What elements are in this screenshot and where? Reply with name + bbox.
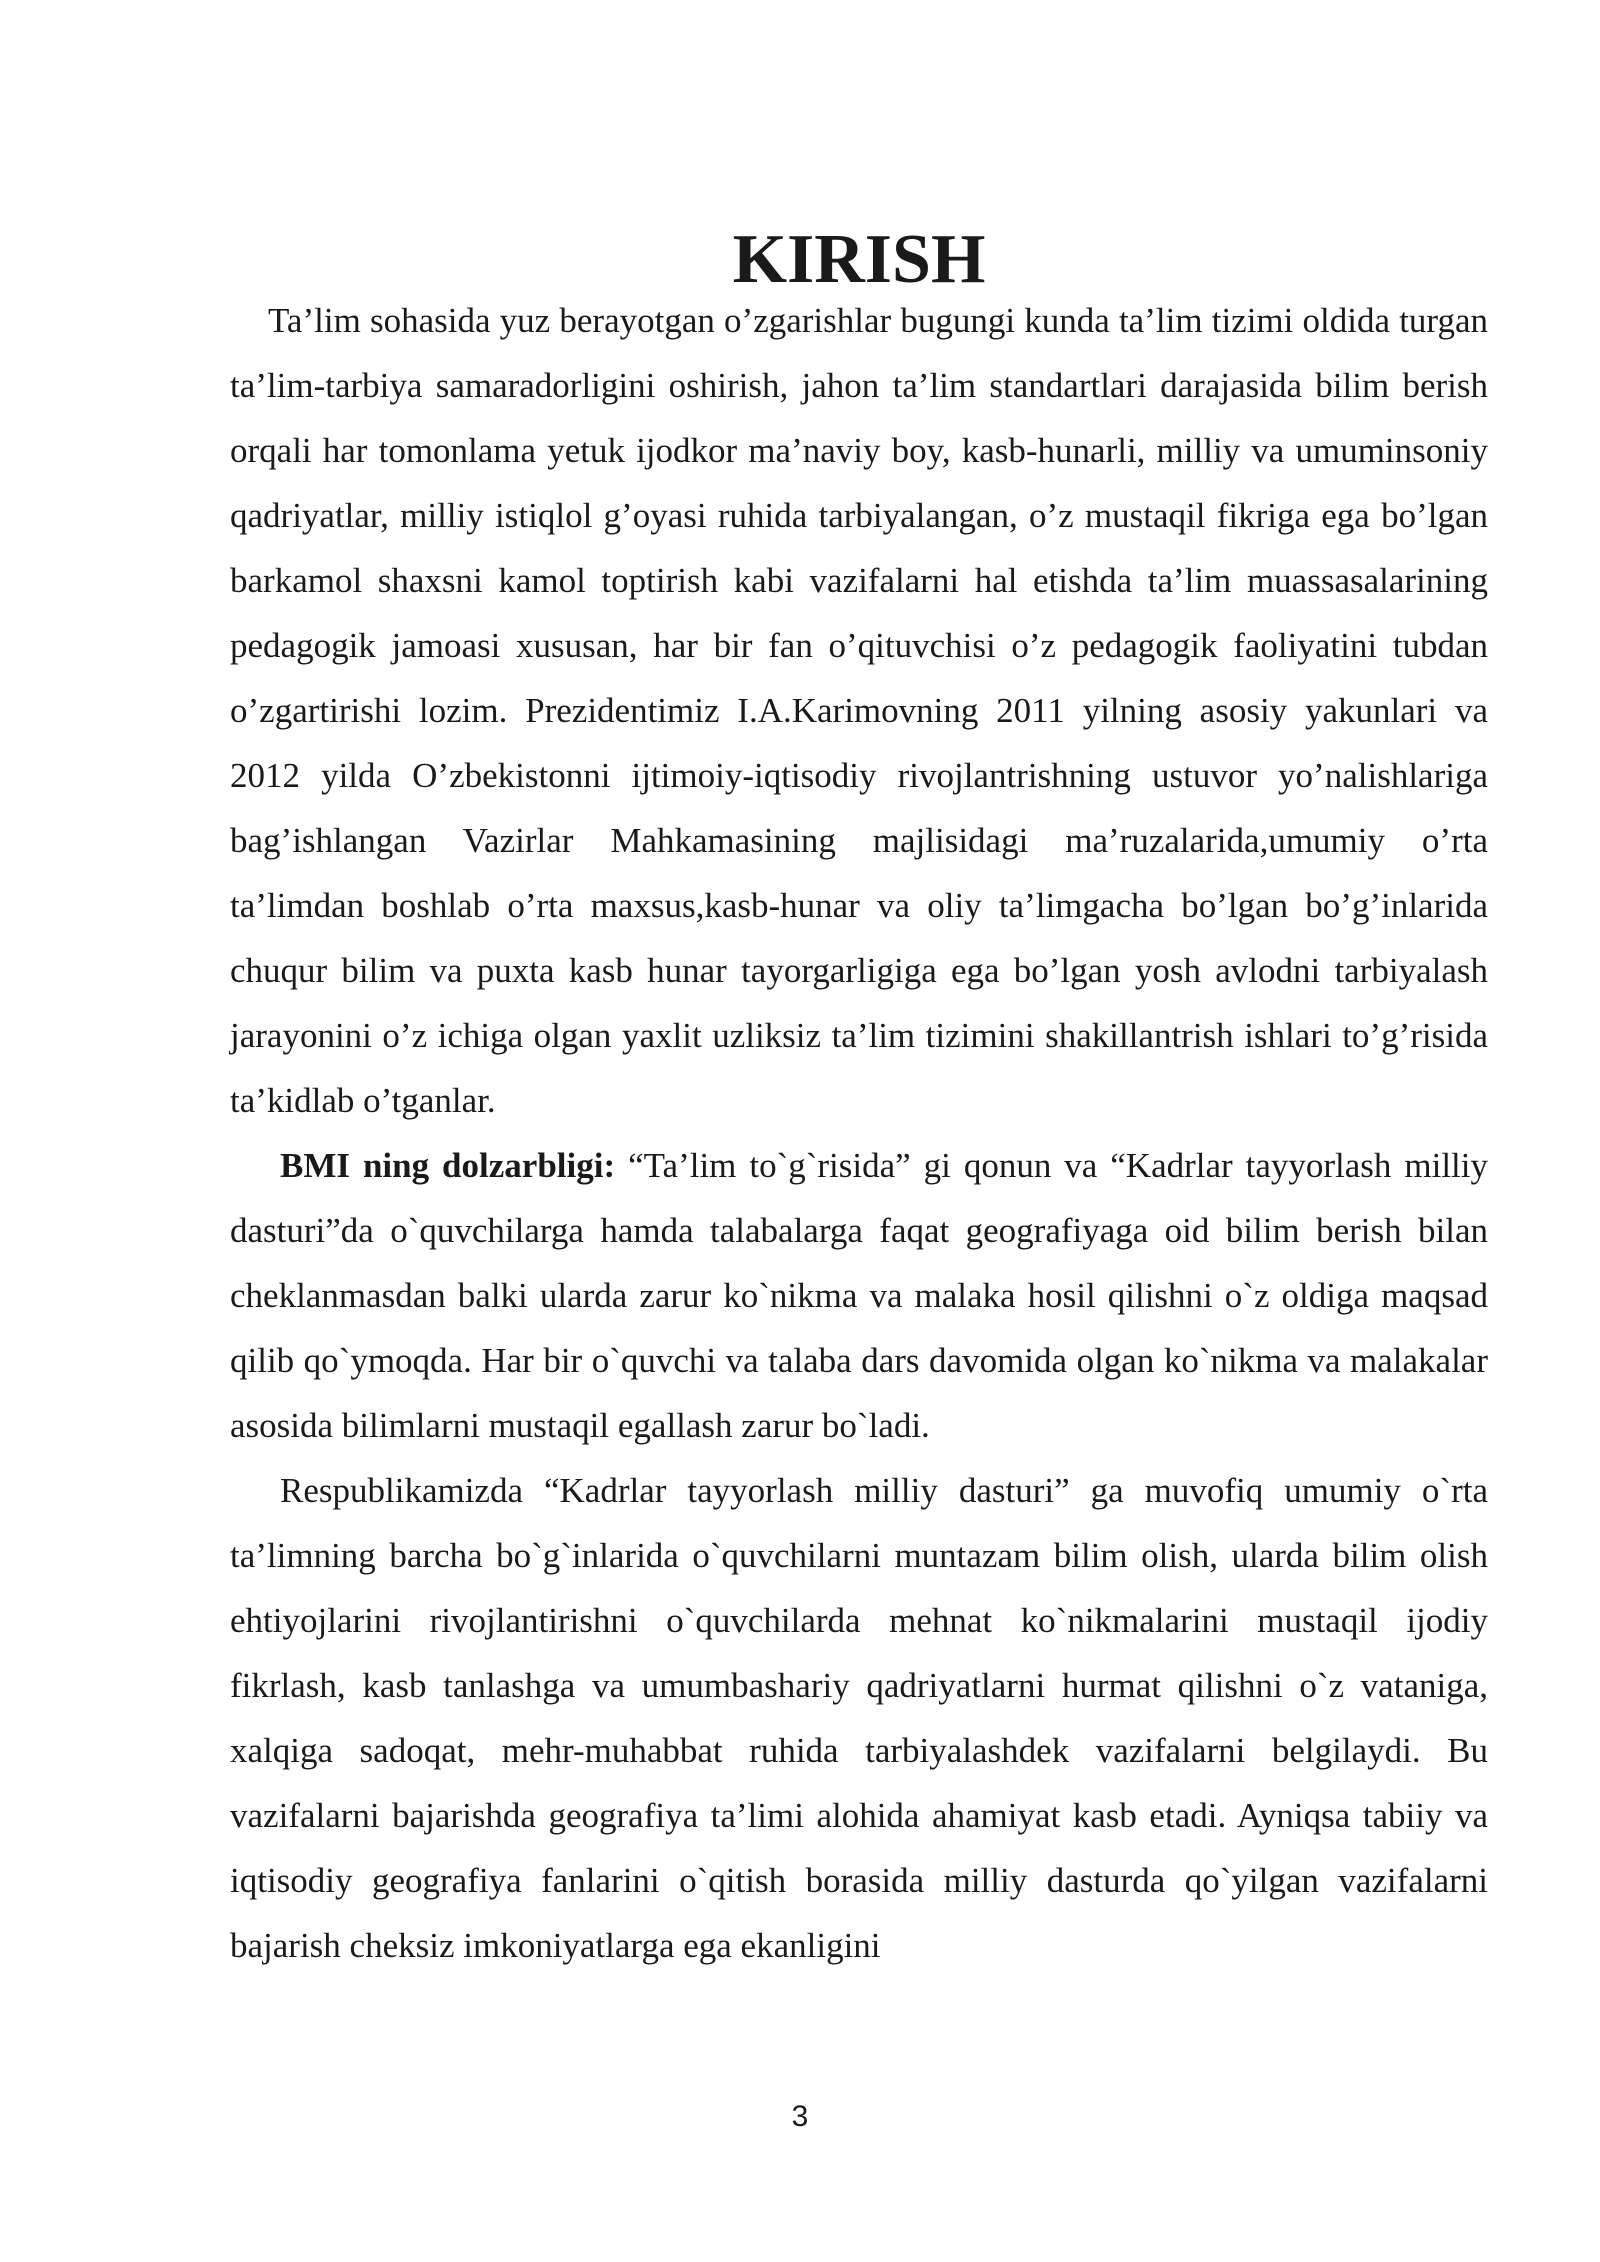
page-title: KIRISH <box>732 221 986 298</box>
relevance-heading: BMI ning dolzarbligi: <box>280 1146 616 1185</box>
page-number: 3 <box>791 2100 809 2133</box>
relevance-text: “Ta’lim to`g`risida” gi qonun va “Kadrlar tayyorlash milliy dasturi”da o`quvchilarga hamda talabalarga faqat geografiyaga oid bilim berish bilan cheklanmasdan balki ularda zarur ko`nikma va malaka hosil qilishni o`z oldiga maqsad qilib qo`ymoqda. Har bir o`quvchi va talaba dars davomida olgan ko`nikma va malakalar asosida bilimlarni mustaqil egallash zarur bo`ladi. <box>230 1146 1488 1445</box>
page-content <box>230 221 1488 1978</box>
paragraph-relevance <box>230 1133 1488 1458</box>
paragraph-republic: Respublikamizda “Kadrlar tayyorlash milliy dasturi” ga muvofiq umumiy o`rta ta’limning barcha bo`g`inlarida o`quvchilarni muntazam bilim olish, ularda bilim olish ehtiyojlarini rivojlantirishni o`quvchilarda mehnat ko`nikmalarini mustaqil ijodiy fikrlash, kasb tanlashga va umumbashariy qadriyatlarni hurmat qilishni o`z vataniga, xalqiga sadoqat, mehr-muhabbat ruhida tarbiyalashdek vazifalarni belgilaydi. Bu vazifalarni bajarishda geografiya ta’limi alohida ahamiyat kasb etadi. Ayniqsa tabiiy va iqtisodiy geografiya fanlarini o`qitish borasida milliy dasturda qo`yilgan vazifalarni bajarish cheksiz imkoniyatlarga ega ekanligini <box>230 1471 1488 1965</box>
paragraph-intro: Ta’lim sohasida yuz berayotgan o’zgarishlar bugungi kunda ta’lim tizimi oldida turgan ta’lim-tarbiya samaradorligini oshirish, jahon ta’lim standartlari darajasida bilim berish orqali har tomonlama yetuk ijodkor ma’naviy boy, kasb-hunarli, milliy va umuminsoniy qadriyatlar, milliy istiqlol g’oyasi ruhida tarbiyalangan, o’z mustaqil fikriga ega bo’lgan barkamol shaxsni kamol toptirish kabi vazifalarni hal etishda ta’lim muassasalarining pedagogik jamoasi xususan, har bir fan o’qituvchisi o’z pedagogik faoliyatini tubdan o’zgartirishi lozim. Prezidentimiz I.A.Karimovning 2011 yilning asosiy yakunlari va 2012 yilda O’zbekistonni ijtimoiy-iqtisodiy rivojlantrishning ustuvor yo’nalishlariga bag’ishlangan Vazirlar Mahkamasining majlisidagi ma’ruzalarida,umumiy o’rta ta’limdan boshlab o’rta maxsus,kasb-hunar va oliy ta’limgacha bo’lgan bo’g’inlarida chuqur bilim va puxta kasb hunar tayorgarligiga ega bo’lgan yosh avlodni tarbiyalash jarayonini o’z ichiga olgan yaxlit uzliksiz ta’lim tizimini shakillantrish ishlari to’g’risida ta’kidlab o’tganlar. <box>230 301 1488 1120</box>
